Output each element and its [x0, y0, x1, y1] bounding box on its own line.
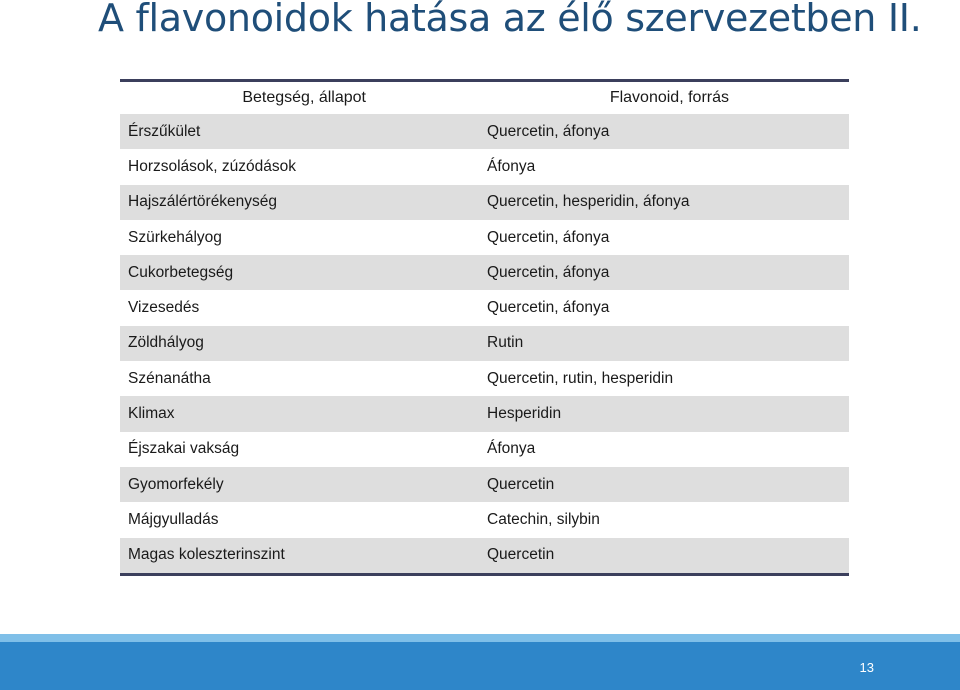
flavonoid-cell: Quercetin, áfonya: [487, 122, 610, 140]
table-row: [120, 220, 849, 255]
slide-title: A flavonoidok hatása az élő szervezetben II.: [98, 0, 922, 40]
table-row: [120, 538, 849, 573]
condition-cell: Szürkehályog: [128, 228, 222, 246]
flavonoid-cell: Hesperidin: [487, 405, 562, 423]
table-row: [120, 290, 849, 325]
table-row: [120, 396, 849, 431]
condition-cell: Szénanátha: [128, 369, 211, 387]
slide-footer: [0, 642, 960, 690]
table-row: [120, 467, 849, 502]
condition-cell: Horzsolások, zúzódások: [128, 157, 296, 175]
flavonoid-cell: Quercetin: [487, 475, 555, 493]
condition-cell: Májgyulladás: [128, 510, 219, 528]
footer-accent-band: [0, 634, 960, 642]
condition-cell: Érszűkület: [128, 122, 201, 140]
flavonoid-cell: Quercetin, rutin, hesperidin: [487, 369, 674, 387]
condition-cell: Klimax: [128, 405, 175, 423]
flavonoid-cell: Quercetin, áfonya: [487, 299, 610, 317]
table-row: [120, 502, 849, 537]
table-row: [120, 185, 849, 220]
flavonoid-cell: Catechin, silybin: [487, 510, 600, 528]
condition-cell: Cukorbetegség: [128, 263, 234, 281]
table-row: [120, 361, 849, 396]
table-row: [120, 149, 849, 184]
table-row: [120, 114, 849, 149]
table-row: [120, 326, 849, 361]
condition-cell: Gyomorfekély: [128, 475, 224, 493]
column-header-condition: Betegség, állapot: [242, 89, 366, 106]
flavonoid-cell: Áfonya: [487, 157, 536, 175]
flavonoid-cell: Quercetin: [487, 546, 555, 564]
condition-cell: Éjszakai vakság: [128, 440, 240, 458]
table-row: [120, 255, 849, 290]
flavonoid-cell: Áfonya: [487, 440, 536, 458]
column-header-flavonoid: Flavonoid, forrás: [609, 89, 729, 106]
flavonoid-cell: Quercetin, áfonya: [487, 228, 610, 246]
condition-cell: Vizesedés: [128, 299, 200, 317]
flavonoid-table: [120, 79, 849, 576]
table-header-row: [120, 82, 849, 114]
table-row: [120, 432, 849, 467]
page-number: 13: [859, 660, 874, 675]
flavonoid-cell: Quercetin, hesperidin, áfonya: [487, 193, 690, 211]
flavonoid-cell: Quercetin, áfonya: [487, 263, 610, 281]
condition-cell: Magas koleszterinszint: [128, 546, 285, 564]
condition-cell: Zöldhályog: [128, 334, 204, 352]
flavonoid-cell: Rutin: [487, 334, 524, 352]
condition-cell: Hajszálértörékenység: [128, 193, 278, 211]
